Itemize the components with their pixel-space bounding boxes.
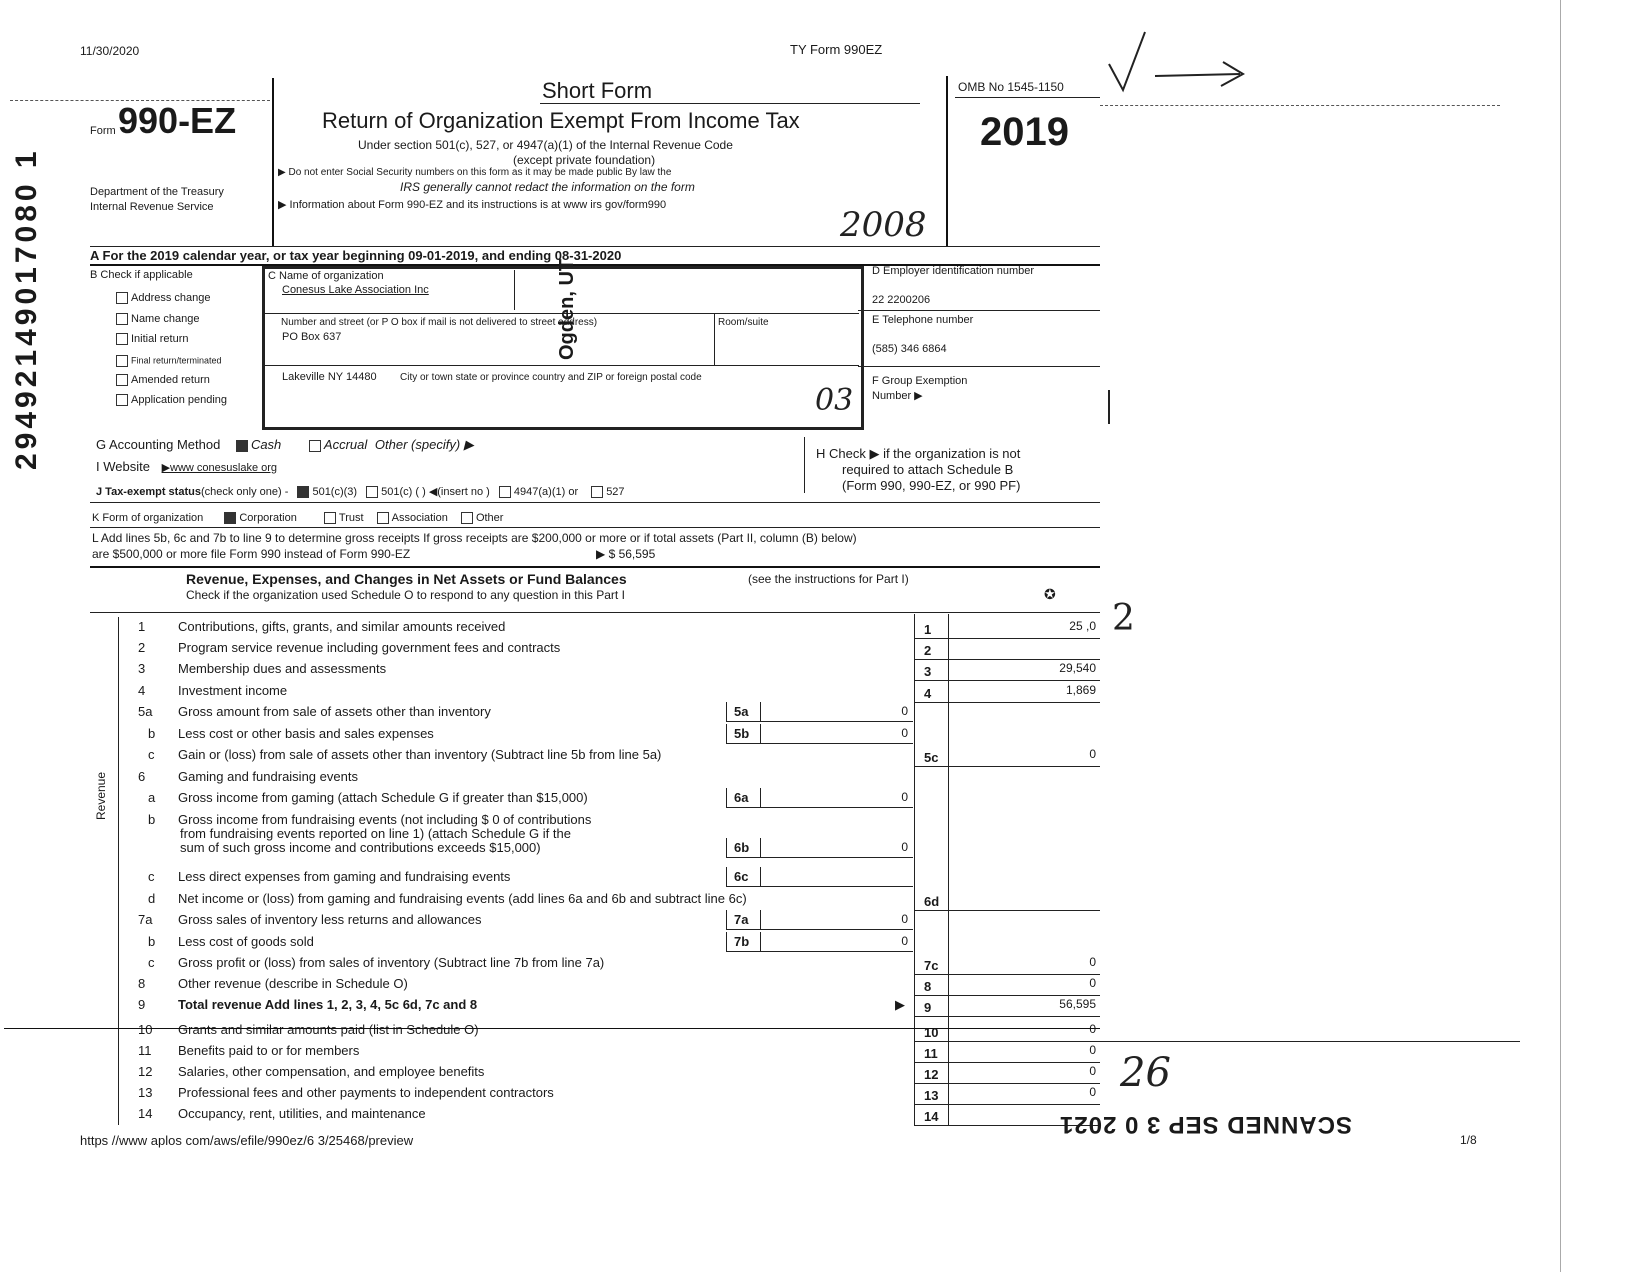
status-501c[interactable]: 501(c) ( ) ◀(insert no ) bbox=[381, 486, 490, 498]
line-box-number: 12 bbox=[924, 1067, 939, 1082]
line-description: Total revenue Add lines 1, 2, 3, 4, 5c 6d, 7c and 8 bbox=[178, 997, 478, 1012]
line-description: Gaming and fundraising events bbox=[178, 769, 358, 784]
address-change-label: Address change bbox=[116, 292, 211, 304]
gross-receipts-value: ▶ $ 56,595 bbox=[596, 547, 656, 561]
line-description: Benefits paid to or for members bbox=[178, 1043, 360, 1058]
org-association[interactable]: Association bbox=[391, 512, 448, 524]
line-number: a bbox=[148, 790, 156, 805]
line-number: b bbox=[148, 726, 156, 741]
handwritten-check-arrow-icon bbox=[1105, 28, 1255, 98]
room-suite-label: Room/suite bbox=[718, 317, 769, 328]
org-trust[interactable]: Trust bbox=[338, 512, 364, 524]
line-number: 9 bbox=[138, 997, 146, 1012]
line-number: 8 bbox=[138, 976, 146, 991]
line-description: Occupancy, rent, utilities, and maintenance bbox=[178, 1106, 426, 1121]
org-name-label: C Name of organization bbox=[268, 270, 384, 282]
line-box-number: 3 bbox=[924, 664, 932, 679]
line-description: Grants and similar amounts paid (list in Schedule O) bbox=[178, 1022, 479, 1037]
status-501c3[interactable]: 501(c)(3) bbox=[312, 486, 358, 498]
handwritten-2008: 2008 bbox=[840, 205, 927, 245]
website-row: I Website ▶www conesuslake org bbox=[96, 459, 278, 474]
line-description: Gain or (loss) from sale of assets other than inventory (Subtract line 5b from line 5a) bbox=[178, 747, 662, 762]
line-value: 0 bbox=[1089, 1085, 1096, 1099]
ein-label: D Employer identification number bbox=[872, 265, 1035, 277]
line-box-number: 9 bbox=[924, 1000, 932, 1015]
line-description: Net income or (loss) from gaming and fundraising events (add lines 6a and 6b and subtract line 6c) bbox=[178, 891, 747, 906]
page-number: 1/8 bbox=[1460, 1133, 1477, 1147]
subline-value: 0 bbox=[901, 840, 908, 854]
org-name-value: Conesus Lake Association Inc bbox=[282, 284, 429, 296]
street-value: PO Box 637 bbox=[282, 331, 342, 343]
gross-receipts-line2: are $500,000 or more file Form 990 instead of Form 990-EZ bbox=[92, 547, 411, 561]
line-number: b bbox=[148, 812, 156, 827]
line-number: b bbox=[148, 934, 156, 949]
line-description: Contributions, gifts, grants, and similar amounts received bbox=[178, 619, 506, 634]
form-subtitle-section: Under section 501(c), 527, or 4947(a)(1) of the Internal Revenue Code bbox=[358, 138, 733, 152]
redact-notice: IRS generally cannot redact the information on the form bbox=[400, 180, 695, 194]
schedule-b-check: H Check ▶ if the organization is not bbox=[816, 446, 1021, 461]
org-corporation[interactable]: Corporation bbox=[239, 512, 297, 524]
final-return-label: Final return/terminated bbox=[116, 355, 222, 367]
line-value: 56,595 bbox=[1059, 997, 1096, 1011]
ein-value: 22 2200206 bbox=[872, 294, 931, 306]
line-box-number: 1 bbox=[924, 622, 932, 637]
subline-value: 0 bbox=[901, 912, 908, 926]
line-value: 0 bbox=[1089, 976, 1096, 990]
line-box-number: 7c bbox=[924, 958, 939, 973]
telephone-label: E Telephone number bbox=[872, 314, 974, 326]
line-number: 12 bbox=[138, 1064, 153, 1079]
city-value: Lakeville NY 14480 bbox=[282, 371, 377, 383]
form-number: 990-EZ bbox=[118, 100, 237, 141]
line-box-number: 11 bbox=[924, 1046, 938, 1061]
line-description-cont: from fundraising events reported on line 1) (attach Schedule G if the bbox=[180, 826, 571, 841]
application-pending-label: Application pending bbox=[116, 394, 227, 406]
group-exemption-label: F Group Exemption bbox=[872, 375, 968, 387]
handwritten-2: 2 bbox=[1112, 598, 1135, 639]
line-box-number: 13 bbox=[924, 1088, 939, 1103]
gross-receipts-line1: L Add lines 5b, 6c and 7b to line 9 to determine gross receipts If gross receipts are $200,000 or more or if total assets (Part II, column (B) below) bbox=[92, 531, 857, 545]
subline-value: 0 bbox=[901, 790, 908, 804]
schedule-b-line3: (Form 990, 990-EZ, or 990 PF) bbox=[842, 478, 1021, 493]
line-number: c bbox=[148, 747, 155, 762]
ogden-stamp: Ogden, UT bbox=[556, 258, 578, 360]
scanned-stamp: SCANNED SEP 3 0 2021 bbox=[1058, 1111, 1352, 1138]
line-value: 0 bbox=[1089, 1064, 1096, 1078]
schedule-o-checkbox-icon[interactable]: ✪ bbox=[1044, 586, 1056, 602]
info-notice: ▶ Information about Form 990-EZ and its instructions is at www irs gov/form990 bbox=[278, 199, 667, 211]
line-box-number: 4 bbox=[924, 686, 932, 701]
line-description: Less cost or other basis and sales expenses bbox=[178, 726, 434, 741]
subline-value: 0 bbox=[901, 704, 908, 718]
line-description: Gross income from gaming (attach Schedule G if greater than $15,000) bbox=[178, 790, 588, 805]
line-number: 13 bbox=[138, 1085, 153, 1100]
name-change-label: Name change bbox=[116, 313, 200, 325]
subline-number: 6a bbox=[734, 790, 749, 805]
line-description: Other revenue (describe in Schedule O) bbox=[178, 976, 408, 991]
omb-number: OMB No 1545-1150 bbox=[958, 80, 1064, 94]
short-form-label: Short Form bbox=[542, 78, 653, 103]
line-number: 5a bbox=[138, 704, 153, 719]
part1-title: Revenue, Expenses, and Changes in Net Assets or Fund Balances bbox=[186, 571, 627, 587]
line-number: 14 bbox=[138, 1106, 153, 1121]
check-if-applicable: B Check if applicable bbox=[90, 269, 193, 281]
line-description: Gross amount from sale of assets other than inventory bbox=[178, 704, 491, 719]
schedule-b-line2: required to attach Schedule B bbox=[842, 462, 1014, 477]
subline-number: 5a bbox=[734, 704, 749, 719]
line-number: 7a bbox=[138, 912, 153, 927]
status-4947[interactable]: 4947(a)(1) or bbox=[513, 486, 579, 498]
department-line2: Internal Revenue Service bbox=[90, 201, 214, 213]
form-prefix: Form bbox=[90, 125, 116, 137]
line-value: 29,540 bbox=[1059, 661, 1096, 675]
subline-number: 5b bbox=[734, 726, 750, 741]
line-description: Gross sales of inventory less returns and allowances bbox=[178, 912, 482, 927]
form-of-organization-row: K Form of organization Corporation Trust Association Other bbox=[92, 512, 504, 524]
line-box-number: 8 bbox=[924, 979, 932, 994]
line-value: 25 ,0 bbox=[1069, 619, 1096, 633]
ssn-notice: ▶ Do not enter Social Security numbers on this form as it may be made public By law the bbox=[278, 167, 672, 178]
line-number: c bbox=[148, 869, 155, 884]
accrual-option[interactable]: Accrual bbox=[323, 437, 368, 452]
city-label: City or town state or province country and ZIP or foreign postal code bbox=[400, 372, 702, 383]
street-label: Number and street (or P O box if mail is not delivered to street address) bbox=[281, 317, 598, 328]
status-527[interactable]: 527 bbox=[606, 486, 625, 498]
line-value: 0 bbox=[1089, 1022, 1096, 1036]
line-description: Program service revenue including government fees and contracts bbox=[178, 640, 561, 655]
subline-box bbox=[726, 867, 913, 887]
line-number: 3 bbox=[138, 661, 146, 676]
website-value: ▶www conesuslake org bbox=[161, 462, 278, 474]
line-number: d bbox=[148, 891, 156, 906]
subline-value: 0 bbox=[901, 934, 908, 948]
telephone-value: (585) 346 6864 bbox=[872, 343, 947, 355]
footer-url: https //www aplos com/aws/efile/990ez/6 3/25468/preview bbox=[80, 1133, 414, 1148]
revenue-side-label: Revenue bbox=[94, 771, 108, 820]
line-description: Investment income bbox=[178, 683, 288, 698]
department-line1: Department of the Treasury bbox=[90, 186, 224, 198]
document-locator-number: 29492149017080 1 bbox=[10, 147, 43, 470]
line-number: 1 bbox=[138, 619, 146, 634]
accounting-method-label: G Accounting Method Cash Accrual Other (specify) ▶ bbox=[96, 437, 474, 452]
amended-return-label: Amended return bbox=[116, 374, 210, 386]
line-number: 6 bbox=[138, 769, 146, 784]
subline-number: 6c bbox=[734, 869, 749, 884]
part1-schedule-o-note: Check if the organization used Schedule O to respond to any question in this Part I bbox=[186, 588, 625, 602]
line-description: Less direct expenses from gaming and fundraising events bbox=[178, 869, 511, 884]
line-box-number: 10 bbox=[924, 1025, 939, 1040]
line-description: Membership dues and assessments bbox=[178, 661, 387, 676]
org-other[interactable]: Other bbox=[475, 512, 504, 524]
line-number: 11 bbox=[138, 1043, 152, 1058]
line-box-number: 6d bbox=[924, 894, 940, 909]
line-number: 2 bbox=[138, 640, 146, 655]
subline-number: 7a bbox=[734, 912, 749, 927]
subline-number: 7b bbox=[734, 934, 750, 949]
subline-value: 0 bbox=[901, 726, 908, 740]
cash-option[interactable]: Cash bbox=[250, 437, 282, 452]
line-number: c bbox=[148, 955, 155, 970]
line-description: Professional fees and other payments to independent contractors bbox=[178, 1085, 554, 1100]
part1-title-note: (see the instructions for Part I) bbox=[748, 572, 909, 586]
form-subtitle-private: (except private foundation) bbox=[513, 153, 656, 167]
line-value: 0 bbox=[1089, 1043, 1096, 1057]
form-header: TY Form 990EZ bbox=[790, 42, 883, 57]
line-description-cont: sum of such gross income and contributions exceeds $15,000) bbox=[180, 840, 541, 855]
line-description: Gross profit or (loss) from sales of inventory (Subtract line 7b from line 7a) bbox=[178, 955, 605, 970]
other-option[interactable]: Other (specify) ▶ bbox=[374, 437, 474, 452]
line-description: Less cost of goods sold bbox=[178, 934, 314, 949]
print-date: 11/30/2020 bbox=[80, 44, 140, 58]
total-arrow-icon: ▶ bbox=[895, 997, 905, 1012]
subline-number: 6b bbox=[734, 840, 750, 855]
line-box-number: 2 bbox=[924, 643, 932, 658]
line-number: 10 bbox=[138, 1022, 153, 1037]
line-box-number: 5c bbox=[924, 750, 939, 765]
tax-exempt-status-row: J Tax-exempt status(check only one) - 501(c)(3) 501(c) ( ) ◀(insert no ) 4947(a)(1) or 527 bbox=[96, 486, 625, 498]
group-exemption-number-label: Number ▶ bbox=[872, 390, 923, 402]
handwritten-03: 03 bbox=[815, 383, 854, 418]
line-value: 1,869 bbox=[1065, 683, 1096, 697]
line-number: 4 bbox=[138, 683, 146, 698]
handwritten-26: 26 bbox=[1120, 1050, 1171, 1096]
line-value: 0 bbox=[1089, 955, 1096, 969]
line-description: Salaries, other compensation, and employee benefits bbox=[178, 1064, 485, 1079]
initial-return-label: Initial return bbox=[116, 333, 188, 345]
form-title: Return of Organization Exempt From Income Tax bbox=[322, 108, 800, 133]
tax-year-line: A For the 2019 calendar year, or tax year beginning 09-01-2019, and ending 08-31-2020 bbox=[90, 248, 622, 263]
tax-year: 2019 bbox=[980, 110, 1069, 154]
line-description: Gross income from fundraising events (not including $ 0 of contributions bbox=[178, 812, 592, 827]
line-value: 0 bbox=[1089, 747, 1096, 761]
line-box-number: 14 bbox=[924, 1109, 939, 1124]
